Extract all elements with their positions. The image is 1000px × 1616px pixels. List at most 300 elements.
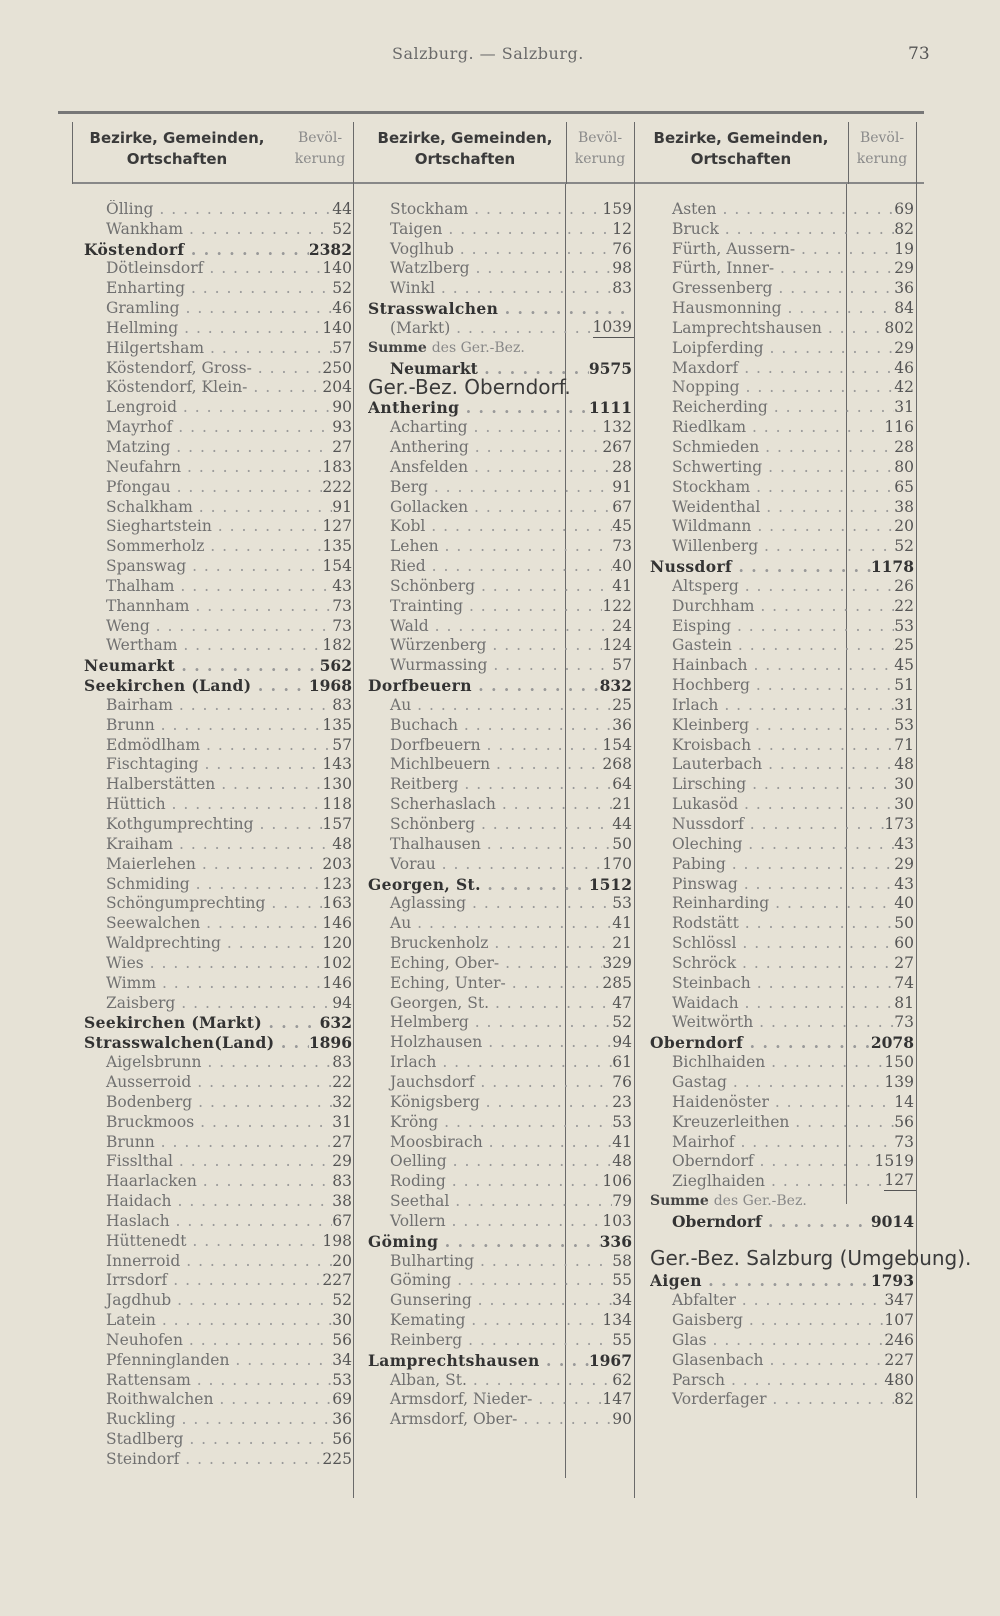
- place-name-text: Stockham: [672, 477, 751, 496]
- population-value: 21: [612, 934, 632, 953]
- population-value: 40: [894, 894, 914, 913]
- table-row: [84, 1449, 354, 1469]
- table-row: [84, 755, 354, 775]
- population-value: 46: [894, 358, 914, 377]
- place-name-text: Fisslthal: [106, 1152, 173, 1171]
- name-header-line1: Bezirke, Gemeinden,: [377, 129, 553, 147]
- place-name-text: Wildmann: [672, 517, 752, 536]
- place-name: [368, 1390, 602, 1409]
- population-value: 51: [894, 676, 914, 695]
- place-name-text: Steindorf: [106, 1450, 180, 1468]
- place-name-text: Göming: [368, 1231, 439, 1251]
- place-name-text: Gramling: [106, 299, 180, 318]
- place-name-text: (Markt): [390, 318, 451, 337]
- population-value: 1111: [588, 398, 632, 418]
- population-value: 40: [612, 557, 632, 576]
- table-row: [368, 1271, 634, 1291]
- place-name-text: Oberndorf: [672, 1152, 754, 1171]
- col1-pop-header: [288, 124, 352, 174]
- population-value: 267: [602, 437, 632, 456]
- table-row: [368, 1290, 634, 1310]
- population-value: 25: [612, 695, 632, 714]
- population-value: 146: [322, 914, 352, 933]
- table-row: [368, 536, 634, 556]
- population-value: 140: [322, 318, 352, 337]
- table-row: [84, 715, 354, 735]
- population-value: 71: [894, 735, 914, 754]
- table-row: [650, 457, 916, 477]
- place-name: [650, 1371, 884, 1390]
- population-value: 347: [884, 1291, 914, 1310]
- place-name-text: Gastein: [672, 636, 732, 655]
- place-name: [84, 478, 322, 497]
- population-value: 67: [332, 1211, 352, 1230]
- place-name-text: Kroisbach: [672, 735, 752, 754]
- table-row: [368, 457, 634, 477]
- population-value: 73: [894, 1132, 914, 1151]
- place-name: [368, 954, 602, 973]
- population-value: 227: [322, 1271, 352, 1290]
- place-name: [368, 875, 589, 894]
- population-value: 183: [322, 457, 352, 476]
- table-row: [650, 655, 916, 675]
- table-row: [368, 199, 634, 219]
- population-value: 53: [612, 894, 632, 913]
- table-row: [84, 1290, 354, 1310]
- table-row: [84, 1032, 354, 1052]
- place-name: [368, 1410, 612, 1429]
- place-name-text: Irlach: [672, 695, 719, 714]
- place-name: [650, 200, 894, 219]
- population-value: 135: [322, 715, 352, 734]
- place-name: [84, 994, 332, 1013]
- place-name-text: Roding: [390, 1172, 446, 1191]
- place-name-text: Summe: [650, 1193, 709, 1210]
- table-row: [368, 1132, 634, 1152]
- place-name: [368, 478, 612, 497]
- page-number: 73: [908, 44, 930, 64]
- table-row: [84, 239, 354, 259]
- table-row: [650, 259, 916, 279]
- population-value: 123: [322, 874, 352, 893]
- table-row: [650, 1072, 916, 1092]
- place-name: [84, 259, 322, 278]
- population-value: 12: [612, 219, 632, 238]
- population-value: 139: [884, 1072, 914, 1091]
- table-row: [84, 477, 354, 497]
- population-value: 173: [884, 815, 914, 833]
- population-value: 69: [332, 1390, 352, 1409]
- place-name-text: Halberstätten: [106, 775, 216, 794]
- place-name: [84, 795, 322, 814]
- population-value: 31: [894, 398, 914, 417]
- place-name: [368, 696, 612, 715]
- table-row: [84, 1350, 354, 1370]
- place-name-text: Neufahrn: [106, 457, 182, 476]
- table-row: [368, 794, 634, 814]
- table-row: [368, 874, 634, 894]
- place-name-text: Schlössl: [672, 934, 737, 953]
- place-name-text: Winkl: [390, 279, 435, 298]
- table-row: [84, 358, 354, 378]
- population-value: 157: [322, 815, 352, 833]
- place-name-text: Georgen, St.: [368, 874, 481, 894]
- place-name-text: Kemating: [390, 1311, 466, 1330]
- table-row: [650, 933, 916, 953]
- table-row: [650, 318, 916, 338]
- table-row: [84, 894, 354, 914]
- table-row: [650, 497, 916, 517]
- place-name-text: Schönberg: [390, 815, 476, 833]
- table-row: [650, 973, 916, 993]
- population-value: 21: [612, 795, 632, 814]
- place-name-text: Taigen: [390, 219, 443, 238]
- table-row: [84, 318, 354, 338]
- table-row: [368, 894, 634, 914]
- population-value: 143: [322, 755, 352, 774]
- population-value: 102: [322, 953, 352, 972]
- population-value: 1793: [870, 1271, 914, 1291]
- place-name: [368, 1172, 602, 1191]
- table-row: [650, 417, 916, 437]
- place-name-text: Matzing: [106, 437, 171, 456]
- population-value: 222: [322, 477, 352, 496]
- place-name: [84, 835, 332, 854]
- table-row: [368, 953, 634, 973]
- place-name: [84, 934, 322, 953]
- place-name-text: Schmiding: [106, 874, 190, 893]
- place-name-text: Buchach: [390, 715, 458, 734]
- place-name-text: Gollacken: [390, 497, 469, 516]
- place-name: [84, 517, 322, 536]
- place-name-text: Maxdorf: [672, 358, 739, 377]
- population-value: 41: [612, 914, 632, 933]
- table-row: [650, 1211, 916, 1231]
- place-name-text: Hüttenedt: [106, 1231, 187, 1250]
- population-value: 130: [322, 775, 352, 794]
- table-row: [650, 536, 916, 556]
- place-name: [650, 875, 894, 894]
- place-name: [368, 994, 612, 1013]
- population-value: 1039: [592, 317, 632, 336]
- population-value: 103: [602, 1211, 632, 1230]
- place-name: [84, 240, 309, 259]
- table-row: [650, 814, 916, 834]
- place-name-text: Schönberg: [390, 576, 476, 595]
- place-name: [84, 1291, 332, 1310]
- place-name: [368, 200, 602, 219]
- population-value: 60: [894, 934, 914, 953]
- place-name: [650, 458, 894, 477]
- place-name: [368, 1212, 602, 1231]
- population-value: 64: [612, 775, 632, 794]
- population-value: 23: [612, 1092, 632, 1111]
- population-value: 285: [602, 973, 632, 992]
- population-value: 52: [612, 1013, 632, 1032]
- population-value: 56: [332, 1330, 352, 1349]
- place-name-text: Schröck: [672, 953, 737, 972]
- table-row: [650, 556, 916, 576]
- population-value: 43: [894, 874, 914, 893]
- table-row: [650, 715, 916, 735]
- population-value: 55: [612, 1330, 632, 1349]
- table-row: [368, 854, 634, 874]
- place-name: [84, 1232, 322, 1251]
- table-row: [368, 1152, 634, 1172]
- place-name: [84, 696, 332, 715]
- population-value: 632: [319, 1013, 352, 1033]
- table-row: [650, 1191, 916, 1211]
- place-name: [368, 597, 602, 616]
- population-value: 182: [322, 636, 352, 655]
- table-row: [84, 1191, 354, 1211]
- place-name: [650, 438, 894, 457]
- population-value: 268: [602, 755, 632, 774]
- place-name: [650, 755, 894, 774]
- table-row: [84, 417, 354, 437]
- place-name: [84, 319, 322, 338]
- place-name-text: Bodenberg: [106, 1092, 193, 1111]
- place-name: [650, 994, 894, 1013]
- col3-name-header: [636, 124, 846, 174]
- place-name: [650, 934, 894, 953]
- place-name: [650, 835, 894, 854]
- table-row: [650, 834, 916, 854]
- place-name-text: Maierlehen: [106, 854, 196, 873]
- table-row: [84, 794, 354, 814]
- place-name: [368, 438, 602, 457]
- table-row: [650, 1290, 916, 1310]
- population-value: 48: [332, 834, 352, 853]
- table-row: [650, 1171, 916, 1191]
- population-value: 19: [894, 239, 914, 258]
- table-row: [84, 1310, 354, 1330]
- place-name-text: Eisping: [672, 616, 732, 635]
- place-name: [650, 537, 894, 556]
- table-row: [368, 1409, 634, 1429]
- place-name: [368, 676, 600, 695]
- table-row: [650, 1390, 916, 1410]
- table-row: [84, 259, 354, 279]
- population-value: 9575: [588, 358, 632, 378]
- table-row: [650, 1013, 916, 1033]
- population-value: 22: [332, 1072, 352, 1091]
- place-name-text: Thannham: [106, 596, 190, 615]
- population-value: 83: [612, 279, 632, 298]
- table-row: [84, 596, 354, 616]
- table-row: [650, 517, 916, 537]
- place-name: [368, 656, 612, 675]
- population-value: 58: [612, 1251, 632, 1270]
- table-row: [84, 735, 354, 755]
- table-row: [650, 1152, 916, 1172]
- place-name-text: Köstendorf, Gross-: [106, 358, 252, 377]
- population-value: 65: [894, 477, 914, 496]
- population-value: 159: [602, 199, 632, 218]
- population-value: 46: [332, 299, 352, 318]
- place-name: [84, 617, 332, 636]
- place-name: [84, 537, 322, 556]
- table-row: [368, 973, 634, 993]
- place-name: [368, 1252, 612, 1271]
- place-name-text: Pabing: [672, 854, 726, 873]
- pop-header-line2: kerung: [574, 151, 626, 167]
- place-name-text: Schalkham: [106, 497, 193, 516]
- col3-pop-header: [850, 124, 914, 174]
- place-name-text: Berg: [390, 477, 428, 496]
- population-value: 1519: [874, 1152, 914, 1171]
- population-value: 127: [884, 1171, 914, 1190]
- place-name: [84, 458, 322, 477]
- table-row: [650, 596, 916, 616]
- place-name-text: Aigelsbrunn: [106, 1053, 202, 1072]
- place-name-text: Seekirchen (Land): [84, 676, 252, 696]
- table-row: [368, 1350, 634, 1370]
- table-row: [368, 576, 634, 596]
- population-value: 83: [332, 1172, 352, 1191]
- place-name: [650, 1113, 894, 1132]
- population-value: 30: [894, 795, 914, 814]
- population-value: 91: [612, 477, 632, 496]
- place-name: [84, 597, 332, 616]
- place-name-text: Lamprechtshausen: [672, 318, 822, 337]
- place-name-text: Lukasöd: [672, 795, 739, 814]
- pop-header-line1: Bevöl-: [859, 130, 905, 146]
- table-row: [84, 199, 354, 219]
- place-name-text: Stadlberg: [106, 1430, 184, 1449]
- population-value: 106: [602, 1172, 632, 1191]
- population-value: 2382: [308, 239, 352, 259]
- place-name: [84, 359, 322, 378]
- table-row: [650, 993, 916, 1013]
- table-row: [650, 953, 916, 973]
- table-row: [84, 219, 354, 239]
- place-name-text: Au: [390, 695, 412, 714]
- column-divider: [634, 122, 635, 1498]
- place-name: [650, 1291, 884, 1310]
- table-row: [650, 576, 916, 596]
- table-row: [368, 913, 634, 933]
- population-value: 132: [602, 418, 632, 437]
- place-name: [368, 1073, 612, 1092]
- population-value: 48: [894, 755, 914, 774]
- place-name: [650, 478, 894, 497]
- population-value: 22: [894, 596, 914, 615]
- place-name: [650, 517, 894, 536]
- table-row: [84, 1132, 354, 1152]
- population-value: 61: [612, 1053, 632, 1072]
- place-name: [368, 1033, 612, 1052]
- population-value: 53: [612, 1112, 632, 1131]
- place-name-text: Sommerholz: [106, 537, 205, 556]
- pop-header-line1: Bevöl-: [297, 130, 343, 146]
- table-row: [650, 913, 916, 933]
- table-row: [650, 794, 916, 814]
- place-name: [84, 1371, 332, 1390]
- table-row: [84, 517, 354, 537]
- place-name-text: Kröng: [390, 1112, 439, 1131]
- table-row: [368, 375, 634, 400]
- population-value: 203: [322, 854, 352, 873]
- table-row: [84, 378, 354, 398]
- table-row: [84, 814, 354, 834]
- place-name-text: Moosbirach: [390, 1132, 483, 1151]
- population-value: 56: [332, 1430, 352, 1449]
- table-row: [650, 774, 916, 794]
- place-name-text: Strasswalchen: [368, 299, 499, 319]
- table-row: [368, 278, 634, 298]
- place-name: [84, 1390, 332, 1409]
- population-value: 26: [894, 576, 914, 595]
- table-row: [368, 1330, 634, 1350]
- table-row: [368, 417, 634, 437]
- place-name-text: Haidach: [106, 1192, 172, 1211]
- population-value: 28: [894, 437, 914, 456]
- place-name-text: Oleching: [672, 834, 743, 853]
- place-name: [650, 1331, 884, 1350]
- table-row: [650, 199, 916, 219]
- population-value: 27: [332, 437, 352, 456]
- place-name: [84, 220, 332, 239]
- place-name: [650, 279, 894, 298]
- table-row: [368, 735, 634, 755]
- population-value: 91: [332, 497, 352, 516]
- place-name-text: Ger.-Bez. Oberndorf.: [368, 375, 571, 400]
- header-bottom-rule: [72, 182, 924, 184]
- place-name: [368, 279, 612, 298]
- population-value: 94: [332, 993, 352, 1012]
- place-name-text: Oberndorf: [672, 1211, 762, 1231]
- place-name: [368, 557, 612, 576]
- place-name: [84, 339, 332, 358]
- population-value: 246: [884, 1330, 914, 1349]
- population-value: 118: [322, 795, 352, 814]
- population-value: 34: [612, 1291, 632, 1310]
- place-name: [650, 775, 894, 794]
- place-name-text: Würzenberg: [390, 636, 487, 655]
- place-name-text: Nopping: [672, 378, 740, 397]
- table-row: [368, 616, 634, 636]
- place-name: [650, 894, 894, 913]
- place-name-text: Pfongau: [106, 477, 171, 496]
- table-row: [650, 1231, 972, 1271]
- place-name-text: Ansfelden: [390, 457, 469, 476]
- place-name: [368, 636, 602, 655]
- place-name-text: Fischtaging: [106, 755, 199, 774]
- place-name-text: Wimm: [106, 973, 157, 992]
- place-name: [650, 676, 894, 695]
- place-name: [368, 240, 612, 259]
- place-name-text: Altsperg: [672, 576, 739, 595]
- place-name: [368, 1152, 612, 1171]
- place-name: [650, 597, 894, 616]
- place-name: [84, 775, 322, 794]
- table-row: [84, 457, 354, 477]
- table-row: [368, 1370, 634, 1390]
- place-name-text: Enharting: [106, 279, 186, 298]
- table-row: [84, 636, 354, 656]
- population-value: 53: [894, 715, 914, 734]
- population-value: 154: [322, 557, 352, 576]
- table-row: [368, 1251, 634, 1271]
- name-header-line2: Ortschaften: [690, 150, 792, 168]
- population-value: 28: [612, 457, 632, 476]
- place-name: [368, 736, 602, 755]
- sum-suffix: des Ger.-Bez.: [713, 1193, 807, 1210]
- place-name: [650, 299, 894, 318]
- population-value: 29: [894, 338, 914, 357]
- place-name-text: Pinswag: [672, 874, 738, 893]
